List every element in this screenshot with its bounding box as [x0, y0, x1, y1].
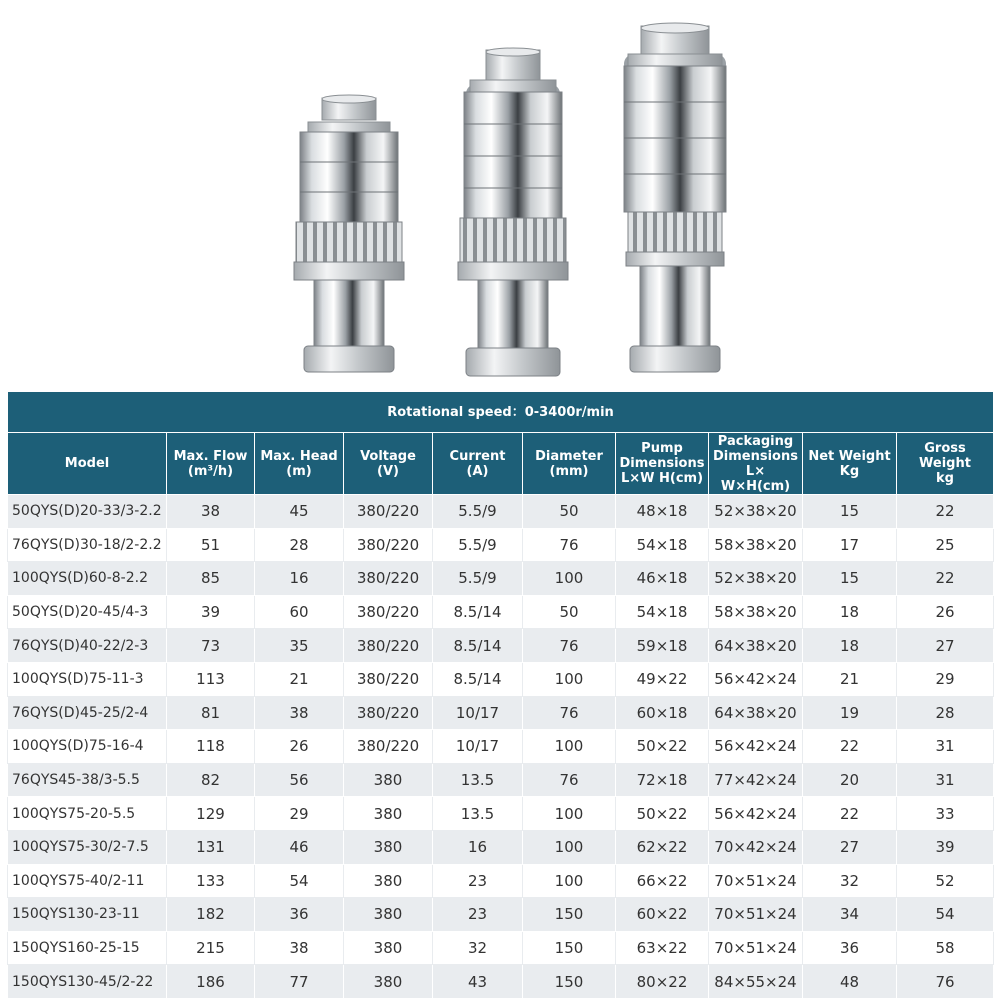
header-voltage-line: Voltage — [360, 448, 416, 464]
table-row — [8, 562, 994, 596]
cell-max-flow: 51 — [167, 528, 255, 562]
header-model — [8, 433, 167, 495]
table-row — [8, 931, 994, 965]
cell-voltage: 380/220 — [344, 662, 433, 696]
header-pump-dimensions — [616, 433, 709, 495]
cell-gross-weight: 54 — [897, 898, 994, 932]
cell-packaging-dimensions: 84×55×24 — [709, 965, 803, 999]
cell-current: 16 — [433, 830, 523, 864]
cell-diameter: 100 — [523, 730, 616, 764]
cell-max-head: 54 — [255, 864, 344, 898]
cell-net-weight: 27 — [803, 830, 897, 864]
cell-pump-dimensions: 49×22 — [616, 662, 709, 696]
cell-diameter: 76 — [523, 763, 616, 797]
header-max-head-line: Max. Head — [260, 448, 338, 464]
cell-packaging-dimensions: 58×38×20 — [709, 528, 803, 562]
cell-diameter: 76 — [523, 696, 616, 730]
table-row — [8, 595, 994, 629]
cell-packaging-dimensions: 77×42×24 — [709, 763, 803, 797]
cell-pump-dimensions: 62×22 — [616, 830, 709, 864]
cell-diameter: 76 — [523, 629, 616, 663]
cell-packaging-dimensions: 64×38×20 — [709, 629, 803, 663]
cell-voltage: 380/220 — [344, 730, 433, 764]
cell-gross-weight: 52 — [897, 864, 994, 898]
cell-diameter: 50 — [523, 495, 616, 529]
cell-packaging-dimensions: 56×42×24 — [709, 662, 803, 696]
header-diameter-line: Diameter — [535, 448, 603, 464]
cell-max-head: 60 — [255, 595, 344, 629]
cell-model: 76QYS(D)45-25/2-4 — [8, 696, 167, 730]
cell-voltage: 380/220 — [344, 528, 433, 562]
header-pump-dimensions-line: Dimensions — [619, 456, 705, 471]
cell-pump-dimensions: 46×18 — [616, 562, 709, 596]
cell-diameter: 100 — [523, 864, 616, 898]
cell-max-head: 29 — [255, 797, 344, 831]
cell-voltage: 380 — [344, 830, 433, 864]
header-gross-weight-line: Gross Weight — [919, 441, 971, 471]
header-net-weight — [803, 433, 897, 495]
cell-diameter: 150 — [523, 931, 616, 965]
cell-pump-dimensions: 54×18 — [616, 595, 709, 629]
cell-max-flow: 82 — [167, 763, 255, 797]
cell-pump-dimensions: 59×18 — [616, 629, 709, 663]
cell-packaging-dimensions: 52×38×20 — [709, 495, 803, 529]
cell-max-flow: 129 — [167, 797, 255, 831]
cell-voltage: 380 — [344, 864, 433, 898]
pump-large-icon — [624, 23, 726, 372]
cell-gross-weight: 22 — [897, 495, 994, 529]
table-row — [8, 864, 994, 898]
cell-current: 8.5/14 — [433, 662, 523, 696]
table-row — [8, 830, 994, 864]
header-packaging-dimensions-line: Packaging — [717, 433, 794, 449]
cell-model: 50QYS(D)20-33/3-2.2 — [8, 495, 167, 529]
header-voltage — [344, 433, 433, 495]
header-gross-weight — [897, 433, 994, 495]
cell-max-head: 38 — [255, 696, 344, 730]
pump-small-icon — [294, 95, 404, 372]
cell-model: 100QYS(D)75-16-4 — [8, 730, 167, 764]
cell-voltage: 380 — [344, 898, 433, 932]
rotational-speed-title: Rotational speed：0-3400r/min — [8, 392, 994, 433]
header-voltage-line: (V) — [377, 463, 399, 479]
cell-model: 100QYS(D)60-8-2.2 — [8, 562, 167, 596]
table-row — [8, 662, 994, 696]
cell-packaging-dimensions: 52×38×20 — [709, 562, 803, 596]
cell-max-head: 56 — [255, 763, 344, 797]
column-headers — [8, 433, 994, 495]
cell-packaging-dimensions: 70×42×24 — [709, 830, 803, 864]
cell-pump-dimensions: 63×22 — [616, 931, 709, 965]
header-packaging-dimensions-line: L× W×H(cm) — [720, 463, 791, 494]
cell-current: 43 — [433, 965, 523, 999]
cell-model: 50QYS(D)20-45/4-3 — [8, 595, 167, 629]
cell-packaging-dimensions: 64×38×20 — [709, 696, 803, 730]
cell-current: 8.5/14 — [433, 629, 523, 663]
cell-max-head: 35 — [255, 629, 344, 663]
cell-diameter: 76 — [523, 528, 616, 562]
cell-current: 5.5/9 — [433, 495, 523, 529]
cell-packaging-dimensions: 56×42×24 — [709, 730, 803, 764]
cell-net-weight: 20 — [803, 763, 897, 797]
cell-net-weight: 22 — [803, 730, 897, 764]
cell-model: 100QYS75-20-5.5 — [8, 797, 167, 831]
cell-net-weight: 22 — [803, 797, 897, 831]
cell-net-weight: 48 — [803, 965, 897, 999]
cell-gross-weight: 58 — [897, 931, 994, 965]
cell-pump-dimensions: 60×18 — [616, 696, 709, 730]
table-row — [8, 763, 994, 797]
cell-net-weight: 19 — [803, 696, 897, 730]
cell-voltage: 380/220 — [344, 595, 433, 629]
cell-diameter: 100 — [523, 797, 616, 831]
cell-max-head: 46 — [255, 830, 344, 864]
cell-max-head: 21 — [255, 662, 344, 696]
cell-gross-weight: 26 — [897, 595, 994, 629]
cell-model: 100QYS75-30/2-7.5 — [8, 830, 167, 864]
cell-pump-dimensions: 54×18 — [616, 528, 709, 562]
header-max-flow-line: Max. Flow — [173, 448, 248, 464]
cell-net-weight: 32 — [803, 864, 897, 898]
header-gross-weight-line: kg — [936, 471, 954, 486]
cell-max-flow: 81 — [167, 696, 255, 730]
table-row — [8, 965, 994, 999]
cell-packaging-dimensions: 56×42×24 — [709, 797, 803, 831]
cell-model: 76QYS(D)30-18/2-2.2 — [8, 528, 167, 562]
table-row — [8, 898, 994, 932]
cell-max-head: 28 — [255, 528, 344, 562]
cell-net-weight: 17 — [803, 528, 897, 562]
cell-max-flow: 85 — [167, 562, 255, 596]
cell-current: 13.5 — [433, 797, 523, 831]
cell-gross-weight: 76 — [897, 965, 994, 999]
header-current-line: (A) — [466, 463, 489, 479]
cell-max-flow: 118 — [167, 730, 255, 764]
cell-voltage: 380 — [344, 763, 433, 797]
cell-current: 13.5 — [433, 763, 523, 797]
header-diameter-line: (mm) — [549, 463, 589, 479]
cell-model: 150QYS130-45/2-22 — [8, 965, 167, 999]
header-pump-dimensions-line: L×W H(cm) — [620, 471, 704, 486]
spec-table — [7, 392, 994, 999]
cell-net-weight: 15 — [803, 562, 897, 596]
header-pump-dimensions-line: Pump — [641, 441, 683, 456]
cell-pump-dimensions: 50×22 — [616, 730, 709, 764]
cell-gross-weight: 31 — [897, 763, 994, 797]
cell-voltage: 380/220 — [344, 696, 433, 730]
cell-gross-weight: 29 — [897, 662, 994, 696]
header-max-head-line: (m) — [286, 463, 312, 479]
cell-max-head: 38 — [255, 931, 344, 965]
cell-current: 10/17 — [433, 696, 523, 730]
cell-max-flow: 73 — [167, 629, 255, 663]
cell-voltage: 380 — [344, 797, 433, 831]
pump-medium-icon — [458, 48, 568, 376]
cell-packaging-dimensions: 70×51×24 — [709, 898, 803, 932]
cell-model: 100QYS(D)75-11-3 — [8, 662, 167, 696]
cell-voltage: 380/220 — [344, 495, 433, 529]
table-row — [8, 528, 994, 562]
cell-pump-dimensions: 72×18 — [616, 763, 709, 797]
table-row — [8, 629, 994, 663]
cell-net-weight: 36 — [803, 931, 897, 965]
cell-max-flow: 113 — [167, 662, 255, 696]
cell-max-head: 45 — [255, 495, 344, 529]
header-diameter — [523, 433, 616, 495]
cell-net-weight: 21 — [803, 662, 897, 696]
cell-max-flow: 133 — [167, 864, 255, 898]
header-max-flow — [167, 433, 255, 495]
cell-voltage: 380/220 — [344, 562, 433, 596]
cell-diameter: 100 — [523, 562, 616, 596]
cell-model: 76QYS45-38/3-5.5 — [8, 763, 167, 797]
cell-max-head: 26 — [255, 730, 344, 764]
cell-max-flow: 215 — [167, 931, 255, 965]
cell-net-weight: 18 — [803, 629, 897, 663]
cell-model: 150QYS130-23-11 — [8, 898, 167, 932]
cell-pump-dimensions: 50×22 — [616, 797, 709, 831]
header-model-line: Model — [64, 456, 110, 471]
cell-model: 100QYS75-40/2-11 — [8, 864, 167, 898]
cell-diameter: 100 — [523, 830, 616, 864]
cell-current: 5.5/9 — [433, 562, 523, 596]
cell-current: 23 — [433, 864, 523, 898]
cell-pump-dimensions: 60×22 — [616, 898, 709, 932]
cell-gross-weight: 28 — [897, 696, 994, 730]
cell-max-head: 36 — [255, 898, 344, 932]
cell-net-weight: 18 — [803, 595, 897, 629]
cell-gross-weight: 27 — [897, 629, 994, 663]
table-row — [8, 495, 994, 529]
cell-packaging-dimensions: 58×38×20 — [709, 595, 803, 629]
cell-current: 32 — [433, 931, 523, 965]
cell-max-flow: 186 — [167, 965, 255, 999]
header-current-line: Current — [449, 448, 506, 464]
table-row — [8, 730, 994, 764]
cell-net-weight: 34 — [803, 898, 897, 932]
cell-pump-dimensions: 66×22 — [616, 864, 709, 898]
cell-voltage: 380 — [344, 965, 433, 999]
cell-model: 150QYS160-25-15 — [8, 931, 167, 965]
cell-current: 8.5/14 — [433, 595, 523, 629]
cell-gross-weight: 33 — [897, 797, 994, 831]
header-packaging-dimensions — [709, 433, 803, 495]
cell-gross-weight: 25 — [897, 528, 994, 562]
cell-max-flow: 39 — [167, 595, 255, 629]
cell-gross-weight: 39 — [897, 830, 994, 864]
cell-current: 23 — [433, 898, 523, 932]
table-row — [8, 797, 994, 831]
cell-max-head: 16 — [255, 562, 344, 596]
table-row — [8, 696, 994, 730]
table-head — [8, 392, 994, 495]
cell-diameter: 150 — [523, 898, 616, 932]
table-body — [8, 495, 994, 999]
cell-voltage: 380 — [344, 931, 433, 965]
cell-pump-dimensions: 48×18 — [616, 495, 709, 529]
cell-model: 76QYS(D)40-22/2-3 — [8, 629, 167, 663]
cell-current: 5.5/9 — [433, 528, 523, 562]
cell-max-flow: 182 — [167, 898, 255, 932]
header-packaging-dimensions-line: Dimensions — [713, 448, 798, 464]
header-net-weight-line: Net Weight — [808, 448, 891, 464]
cell-max-flow: 38 — [167, 495, 255, 529]
product-photo — [0, 0, 1000, 390]
cell-packaging-dimensions: 70×51×24 — [709, 864, 803, 898]
header-current — [433, 433, 523, 495]
cell-diameter: 100 — [523, 662, 616, 696]
cell-voltage: 380/220 — [344, 629, 433, 663]
cell-max-head: 77 — [255, 965, 344, 999]
header-max-flow-line: (m³/h) — [187, 463, 234, 479]
cell-current: 10/17 — [433, 730, 523, 764]
cell-pump-dimensions: 80×22 — [616, 965, 709, 999]
cell-diameter: 150 — [523, 965, 616, 999]
cell-gross-weight: 22 — [897, 562, 994, 596]
header-net-weight-line: Kg — [839, 463, 860, 479]
cell-gross-weight: 31 — [897, 730, 994, 764]
cell-packaging-dimensions: 70×51×24 — [709, 931, 803, 965]
cell-max-flow: 131 — [167, 830, 255, 864]
header-max-head — [255, 433, 344, 495]
cell-net-weight: 15 — [803, 495, 897, 529]
cell-diameter: 50 — [523, 595, 616, 629]
